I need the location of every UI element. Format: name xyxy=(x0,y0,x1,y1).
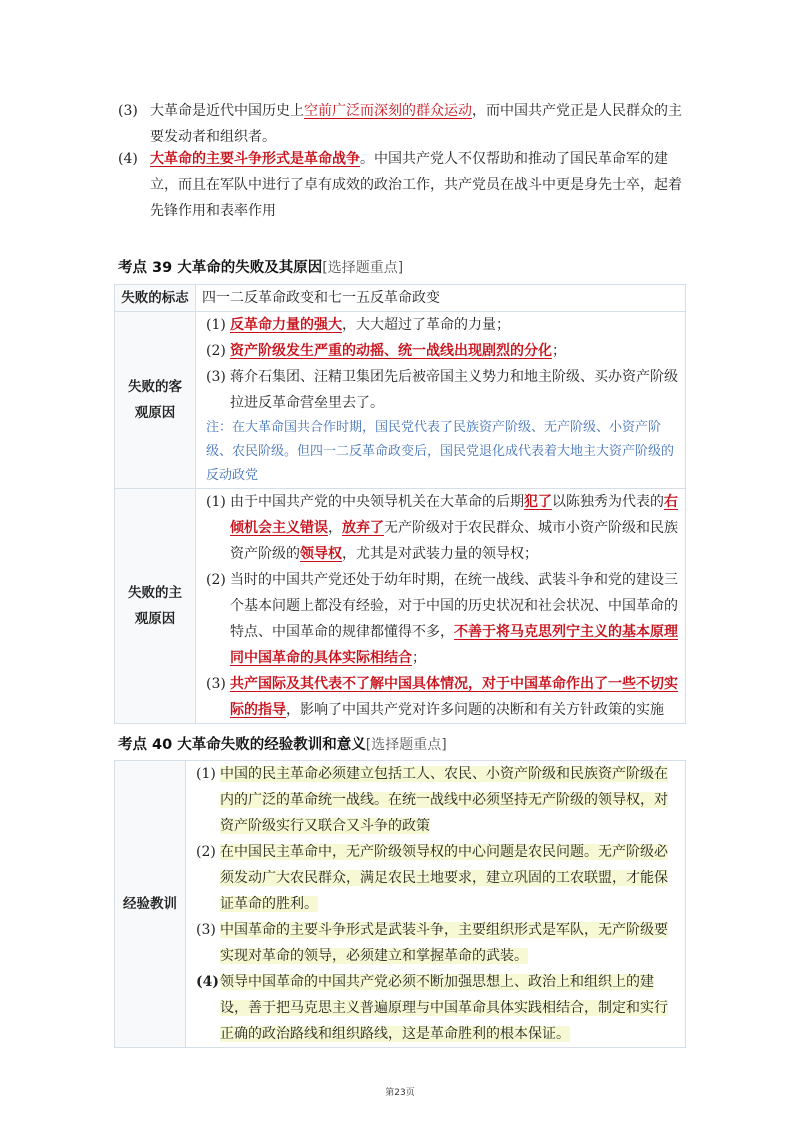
section-tag: [选择题重点] xyxy=(365,737,447,753)
objective-cell xyxy=(196,312,686,489)
sign-label: 失败的标志 xyxy=(115,285,196,312)
table-row xyxy=(115,312,686,489)
lessons-cell xyxy=(186,761,686,1048)
list-item: (2) 当时的中国共产党还处于幼年时期，在统一战线、武装斗争和党的建设三个基本问题上都没有经验，对于中国的历史状况和社会状况、中国革命的特点、中国革命的规律都懂得不多，不善于将马克思列宁主义的基本原理同中国革命的具体实际相结合； xyxy=(206,572,678,666)
highlight-text: 空前广泛而深刻的群众运动 xyxy=(304,103,472,119)
failure-table xyxy=(114,284,686,724)
subjective-label: 失败的主观原因 xyxy=(115,489,196,724)
lessons-table xyxy=(114,760,686,1048)
list-item: (2) 在中国民主革命中，无产阶级领导权的中心问题是农民问题。无产阶级必须发动广大农民群众，满足农民土地要求，建立巩固的工农联盟，才能保证革命的胜利。 xyxy=(196,844,668,912)
section-tag: [选择题重点] xyxy=(322,260,404,276)
section-40-title xyxy=(118,733,447,754)
intro-paragraph-3 xyxy=(118,98,693,150)
list-item: (2) 资产阶级发生严重的动摇、统一战线出现剧烈的分化； xyxy=(206,343,566,359)
list-item: (1) 反革命力量的强大，大大超过了革命的力量； xyxy=(206,317,510,333)
paragraph-number: (4) xyxy=(118,151,138,167)
sign-text: 四一二反革命政变和七一五反革命政变 xyxy=(202,290,440,306)
list-item: (3) 蒋介石集团、汪精卫集团先后被帝国主义势力和地主阶级、买办资产阶级拉进反革命营垒里去了。 xyxy=(206,369,678,411)
text: ，而中国共产党正是人民群众的主要发动者和组织者。 xyxy=(150,103,682,145)
paragraph-number: (3) xyxy=(118,103,138,119)
objective-label: 失败的客观原因 xyxy=(115,312,196,489)
list-item: (1) 中国的民主革命必须建立包括工人、农民、小资产阶级和民族资产阶级在内的广泛的革命统一战线。在统一战线中必须坚持无产阶级的领导权，对资产阶级实行又联合又斗争的政策 xyxy=(196,766,668,834)
lessons-label: 经验教训 xyxy=(115,761,186,1048)
note-text: 注：在大革命国共合作时期，国民党代表了民族资产阶级、无产阶级、小资产阶级、农民阶级。但四一二反革命政变后，国民党退化成代表着大地主大资产阶级的反动政党 xyxy=(206,420,675,483)
section-39-title xyxy=(118,256,403,277)
section-title-text: 考点 39 大革命的失败及其原因 xyxy=(118,260,323,276)
text: 大革命是近代中国历史上 xyxy=(150,103,304,119)
subjective-cell xyxy=(196,489,686,724)
text: 。中国共产党人不仅帮助和推动了国民革命军的建立，而且在军队中进行了卓有成效的政治工作，共产党员在战斗中更是身先士卒，起着先锋作用和表率作用 xyxy=(150,151,682,219)
list-item: (3) 中国革命的主要斗争形式是武装斗争，主要组织形式是军队，无产阶级要实现对革命的领导，必须建立和掌握革命的武装。 xyxy=(196,922,668,964)
table-row xyxy=(115,489,686,724)
intro-paragraph-4 xyxy=(118,146,693,224)
sign-cell xyxy=(196,285,686,312)
table-row xyxy=(115,285,686,312)
highlight-text: 大革命的主要斗争形式是革命战争 xyxy=(150,151,360,167)
section-title-text: 考点 40 大革命失败的经验教训和意义 xyxy=(118,737,366,753)
table-row xyxy=(115,761,686,1048)
page-number: 第23页 xyxy=(385,1088,415,1098)
list-item: (1) 由于中国共产党的中央领导机关在大革命的后期犯了以陈独秀为代表的右倾机会主义错误，放弃了无产阶级对于农民群众、城市小资产阶级和民族资产阶级的领导权，尤其是对武装力量的领导权； xyxy=(206,494,678,562)
list-item: (3) 共产国际及其代表不了解中国具体情况，对于中国革命作出了一些不切实际的指导，影响了中国共产党对许多问题的决断和有关方针政策的实施 xyxy=(206,676,678,718)
list-item: (4) 领导中国革命的中国共产党必须不断加强思想上、政治上和组织上的建设，善于把马克思主义普遍原理与中国革命具体实践相结合，制定和实行正确的政治路线和组织路线，这是革命胜利的根本保证。 xyxy=(196,974,668,1042)
